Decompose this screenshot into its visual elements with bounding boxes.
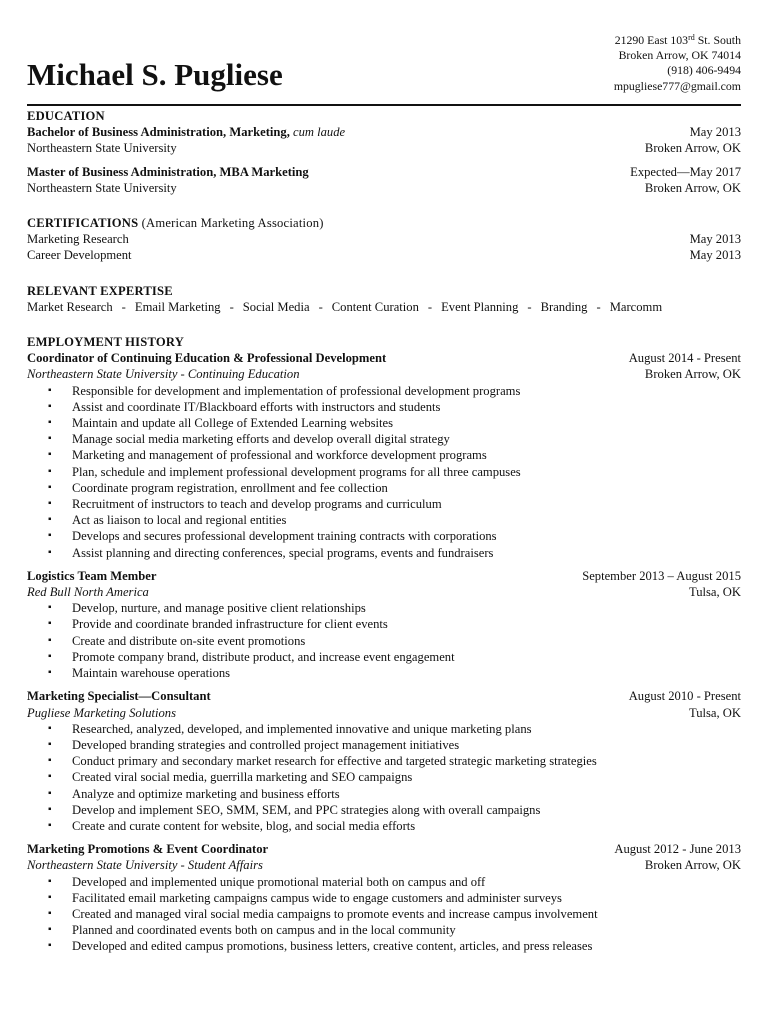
job-entry [27,350,741,561]
certification-name: Career Development [27,248,132,263]
job-entry [27,568,741,681]
job-bullet: ▪ Created and managed viral social media campaigns to promote events and increase campus involvement [72,906,741,922]
degree-line [27,164,309,180]
spacer [27,561,741,568]
job-bullet: ▪ Developed and edited campus promotions, business letters, creative content, articles, and press releases [72,938,741,954]
job-org-row [27,584,741,600]
education-school-row [27,140,741,156]
job-title-row [27,841,741,857]
job-organization: Northeastern State University - Continuing Education [27,367,300,382]
expertise-item: Market Research [27,299,113,314]
job-bullet: ▪ Conduct primary and secondary market research for effective and targeted strategic marketing strategies [72,753,741,769]
certifications-heading [27,215,741,231]
education-heading: EDUCATION [27,109,105,123]
job-bullet-list [27,383,741,561]
certification-date: May 2013 [689,248,741,263]
job-title-row [27,568,741,584]
job-bullet: ▪ Develop, nurture, and manage positive client relationships [72,600,741,616]
street-name: St. South [694,33,741,47]
job-bullet: ▪ Researched, analyzed, developed, and implemented innovative and unique marketing plans [72,721,741,737]
job-bullet: ▪ Facilitated email marketing campaigns campus wide to engage customers and administer surveys [72,890,741,906]
expertise-item: Email Marketing [134,299,221,314]
certifications-list [27,231,741,263]
employment-section [27,334,741,955]
expertise-item: Content Curation [331,299,419,314]
job-organization: Red Bull North America [27,585,149,600]
job-bullet: ▪ Plan, schedule and implement professional development programs for all three campuses [72,464,741,480]
job-bullet: ▪ Maintain and update all College of Extended Learning websites [72,415,741,431]
job-dates: August 2014 - Present [628,351,741,366]
job-bullet: ▪ Developed and implemented unique promotional material both on campus and off [72,874,741,890]
certification-row [27,247,741,263]
job-bullet: ▪ Responsible for development and implementation of professional development programs [72,383,741,399]
job-dates: August 2012 - June 2013 [614,842,741,857]
job-bullet: ▪ Assist and coordinate IT/Blackboard efforts with instructors and students [72,399,741,415]
expertise-separator: - [427,299,433,314]
certification-date: May 2013 [689,232,741,247]
job-dates: August 2010 - Present [628,689,741,704]
job-bullet: ▪ Coordinate program registration, enrollment and fee collection [72,480,741,496]
job-dates: September 2013 – August 2015 [582,568,741,583]
job-bullet-list [27,600,741,681]
job-location: Tulsa, OK [688,585,741,600]
contact-phone: (918) 406-9494 [667,63,741,78]
header-divider [27,104,741,106]
job-bullet-list [27,874,741,955]
job-title-row [27,350,741,366]
spacer [27,157,741,164]
expertise-item: Marcomm [609,299,663,314]
education-school-row [27,180,741,196]
spacer [27,834,741,841]
job-org-row [27,857,741,873]
job-title: Logistics Team Member [27,568,157,583]
job-location: Broken Arrow, OK [644,858,741,873]
job-bullet: ▪ Act as liaison to local and regional entities [72,512,741,528]
job-bullet: ▪ Promote company brand, distribute product, and increase event engagement [72,649,741,665]
certifications-title: CERTIFICATIONS [27,216,139,231]
street-number: 21290 East 103 [614,33,689,47]
job-bullet: ▪ Develop and implement SEO, SMM, SEM, and PPC strategies along with overall campaigns [72,802,741,818]
education-degree-row [27,124,741,140]
expertise-item: Event Planning [441,299,519,314]
job-title-row [27,688,741,704]
degree-line [27,124,345,140]
expertise-separator: - [318,299,323,314]
expertise-item: Branding [540,299,588,314]
job-title: Marketing Specialist—Consultant [27,689,211,704]
job-list [27,350,741,954]
contact-street [614,33,741,48]
job-bullet: ▪ Provide and coordinate branded infrastructure for client events [72,616,741,632]
job-bullet: ▪ Assist planning and directing conferences, special programs, events and fundraisers [72,545,741,561]
job-bullet: ▪ Manage social media marketing efforts and develop overall digital strategy [72,431,741,447]
job-bullet: ▪ Developed branding strategies and controlled project management initiatives [72,737,741,753]
expertise-list [27,299,741,315]
job-bullet: ▪ Develops and secures professional development training contracts with corporations [72,528,741,544]
job-org-row [27,366,741,382]
contact-block [614,33,741,94]
school-name: Northeastern State University [27,141,177,156]
education-degree-row [27,164,741,180]
certification-row [27,231,741,247]
expertise-separator: - [596,299,601,314]
job-organization: Pugliese Marketing Solutions [27,705,177,720]
job-bullet: ▪ Analyze and optimize marketing and business efforts [72,786,741,802]
job-bullet-list [27,721,741,834]
street-suffix: rd [688,33,695,42]
expertise-item: Social Media [242,299,310,314]
job-bullet: ▪ Planned and coordinated events both on campus and in the local community [72,922,741,938]
certifications-section [27,215,741,264]
contact-city: Broken Arrow, OK 74014 [618,48,741,63]
job-org-row [27,705,741,721]
school-location: Broken Arrow, OK [644,180,741,195]
contact-email: mpugliese777@gmail.com [613,78,741,93]
expertise-section [27,283,741,315]
job-location: Tulsa, OK [688,705,741,720]
degree-honor: cum laude [293,125,346,140]
job-entry [27,688,741,834]
job-bullet: ▪ Create and distribute on-site event promotions [72,633,741,649]
degree-date: Expected—May 2017 [630,164,741,179]
job-location: Broken Arrow, OK [644,367,741,382]
job-bullet: ▪ Maintain warehouse operations [72,665,741,681]
expertise-separator: - [527,299,532,314]
employment-heading: EMPLOYMENT HISTORY [27,335,184,350]
spacer [27,681,741,688]
job-title: Marketing Promotions & Event Coordinator [27,842,269,857]
resume-body [27,108,741,955]
certification-name: Marketing Research [27,232,129,247]
certifications-note: (American Marketing Association) [141,216,324,231]
expertise-separator: - [121,299,126,314]
job-bullet: ▪ Marketing and management of professional and workforce development programs [72,447,741,463]
degree-date: May 2013 [689,125,741,140]
degree-comma: , [286,125,293,140]
school-location: Broken Arrow, OK [644,141,741,156]
job-bullet: ▪ Create and curate content for website, blog, and social media efforts [72,818,741,834]
job-title: Coordinator of Continuing Education & Professional Development [27,351,387,366]
expertise-heading: RELEVANT EXPERTISE [27,283,173,298]
education-list [27,124,741,196]
job-entry [27,841,741,954]
degree-name: Master of Business Administration, MBA Marketing [27,164,309,179]
school-name: Northeastern State University [27,180,177,195]
expertise-separator: - [229,299,234,314]
education-section [27,108,741,196]
resume-name: Michael S. Pugliese [27,57,283,92]
degree-name: Bachelor of Business Administration, Marketing [27,125,287,140]
job-bullet: ▪ Created viral social media, guerrilla marketing and SEO campaigns [72,769,741,785]
job-bullet: ▪ Recruitment of instructors to teach and develop programs and curriculum [72,496,741,512]
job-organization: Northeastern State University - Student Affairs [27,858,263,873]
